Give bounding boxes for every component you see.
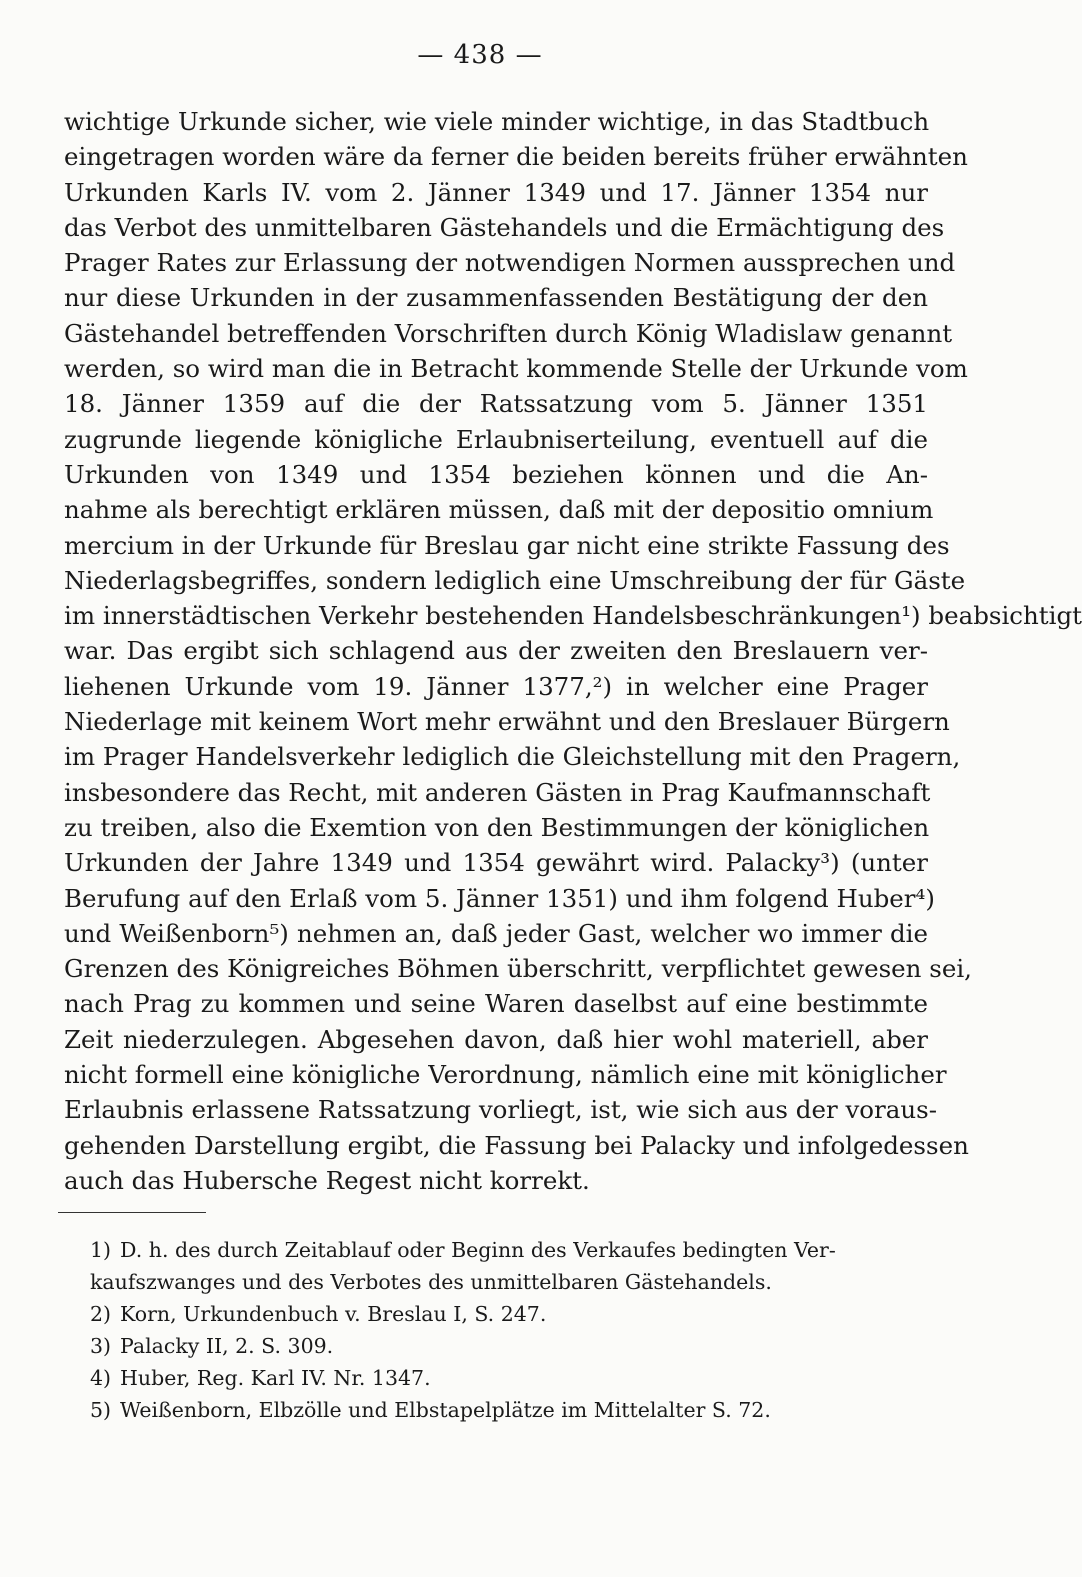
footnotes (90, 1234, 930, 1426)
footnote-number: 4) (90, 1366, 112, 1390)
text-line: nahme als berechtigt erklären müssen, daß mit der depositio omnium (64, 495, 934, 525)
text-line: Niederlagsbegriffes, sondern lediglich eine Umschreibung der für Gäste (64, 565, 966, 595)
text-line: Urkunden von 1349 und 1354 beziehen können und die An- (64, 459, 928, 489)
footnote-text: Weißenborn, Elbzölle und Elbstapelplätze im Mittelalter S. 72. (120, 1398, 771, 1422)
footnote-divider (58, 1212, 206, 1213)
text-line: und Weißenborn⁵) nehmen an, daß jeder Gast, welcher wo immer die (64, 918, 928, 948)
text-line: Grenzen des Königreiches Böhmen überschritt, verpflichtet gewesen sei, (64, 954, 972, 984)
text-line: Urkunden Karls IV. vom 2. Jänner 1349 und 17. Jänner 1354 nur (64, 177, 928, 207)
text-line: im innerstädtischen Verkehr bestehenden Handelsbeschränkungen¹) beabsichtigt (64, 601, 1082, 631)
footnote-3 (90, 1330, 930, 1362)
text-line: auch das Hubersche Regest nicht korrekt. (64, 1165, 590, 1195)
footnote-number: 1) (90, 1238, 112, 1262)
text-line: Zeit niederzulegen. Abgesehen davon, daß hier wohl materiell, aber (64, 1024, 928, 1054)
footnote-number: 3) (90, 1334, 112, 1358)
footnote-1 (90, 1234, 930, 1266)
text-line: mercium in der Urkunde für Breslau gar nicht eine strikte Fassung des (64, 530, 950, 560)
text-line: das Verbot des unmittelbaren Gästehandels und die Ermächtigung des (64, 212, 945, 242)
text-line: insbesondere das Recht, mit anderen Gästen in Prag Kaufmannschaft (64, 777, 931, 807)
footnote-2 (90, 1298, 930, 1330)
text-line: zugrunde liegende königliche Erlaubniserteilung, eventuell auf die (64, 424, 928, 454)
text-line: war. Das ergibt sich schlagend aus der zweiten den Breslauern ver- (64, 636, 928, 666)
text-line: Gästehandel betreffenden Vorschriften durch König Wladislaw genannt (64, 318, 953, 348)
footnote-1-continuation: kaufszwanges und des Verbotes des unmittelbaren Gästehandels. (90, 1270, 772, 1294)
text-line: werden, so wird man die in Betracht kommende Stelle der Urkunde vom (64, 354, 968, 384)
text-line: zu treiben, also die Exemtion von den Bestimmungen der königlichen (64, 812, 930, 842)
text-line: Berufung auf den Erlaß vom 5. Jänner 1351) und ihm folgend Huber⁴) (64, 883, 935, 913)
text-line: liehenen Urkunde vom 19. Jänner 1377,²) in welcher eine Prager (64, 671, 928, 701)
footnote-text: Huber, Reg. Karl IV. Nr. 1347. (120, 1366, 431, 1390)
text-line: Urkunden der Jahre 1349 und 1354 gewährt wird. Palacky³) (unter (64, 848, 928, 878)
text-line: nach Prag zu kommen und seine Waren daselbst auf eine bestimmte (64, 989, 928, 1019)
footnote-number: 2) (90, 1302, 112, 1326)
footnote-text: Palacky II, 2. S. 309. (120, 1334, 334, 1358)
text-line: nicht formell eine königliche Verordnung, nämlich eine mit königlicher (64, 1060, 947, 1090)
footnote-4 (90, 1362, 930, 1394)
text-line: im Prager Handelsverkehr lediglich die Gleichstellung mit den Pragern, (64, 742, 961, 772)
text-line: nur diese Urkunden in der zusammenfassenden Bestätigung der den (64, 283, 928, 313)
text-line: 18. Jänner 1359 auf die der Ratssatzung vom 5. Jänner 1351 (64, 389, 928, 419)
text-line: eingetragen worden wäre da ferner die beiden bereits früher erwähnten (64, 142, 968, 172)
body-text (64, 104, 1082, 1198)
footnote-5 (90, 1394, 930, 1426)
footnote-text: D. h. des durch Zeitablauf oder Beginn des Verkaufes bedingten Ver- (120, 1238, 836, 1262)
page-number: — 438 — (417, 40, 543, 70)
footnote-text: Korn, Urkundenbuch v. Breslau I, S. 247. (120, 1302, 547, 1326)
text-line: Niederlage mit keinem Wort mehr erwähnt und den Breslauer Bürgern (64, 707, 950, 737)
text-line: Erlaubnis erlassene Ratssatzung vorliegt, ist, wie sich aus der voraus- (64, 1095, 938, 1125)
text-line: Prager Rates zur Erlassung der notwendigen Normen aussprechen und (64, 248, 956, 278)
text-line: wichtige Urkunde sicher, wie viele minder wichtige, in das Stadtbuch (64, 107, 930, 136)
footnote-number: 5) (90, 1398, 112, 1422)
text-line: gehenden Darstellung ergibt, die Fassung bei Palacky und infolgedessen (64, 1130, 969, 1160)
